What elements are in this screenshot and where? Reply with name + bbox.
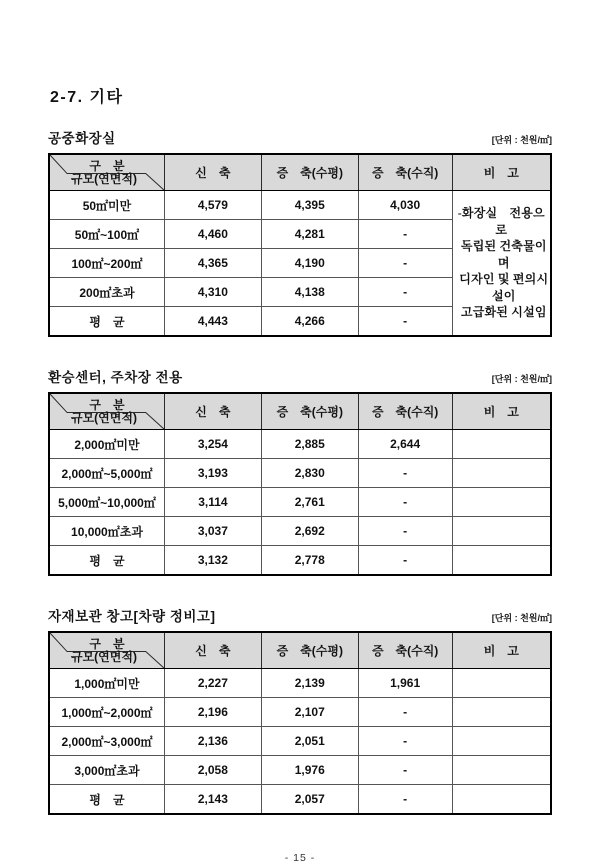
value-ext-vertical: -: [358, 459, 452, 488]
corner-label-top: 구 분: [89, 398, 125, 412]
row-label: 평 균: [49, 785, 164, 815]
value-ext-vertical: -: [358, 546, 452, 576]
remark-cell-empty: [452, 488, 551, 517]
value-ext-vertical: -: [358, 756, 452, 785]
value-ext-horizontal: 2,778: [261, 546, 358, 576]
value-ext-horizontal: 2,830: [261, 459, 358, 488]
corner-label-bottom: 규모(연면적): [71, 650, 137, 664]
row-label: 2,000㎡미만: [49, 430, 164, 459]
value-new: 2,196: [164, 698, 261, 727]
unit-label: [단위 : 천원/㎡]: [491, 135, 552, 145]
value-ext-horizontal: 4,266: [261, 307, 358, 337]
value-ext-vertical: -: [358, 727, 452, 756]
remark-cell-empty: [452, 546, 551, 576]
value-ext-vertical: 4,030: [358, 191, 452, 220]
table-row-average: [49, 785, 551, 815]
value-ext-vertical: -: [358, 220, 452, 249]
value-new: 3,254: [164, 430, 261, 459]
page-number: - 15 -: [284, 852, 316, 864]
value-new: 3,193: [164, 459, 261, 488]
value-ext-vertical: 2,644: [358, 430, 452, 459]
row-label: 평 균: [49, 546, 164, 576]
value-new: 4,460: [164, 220, 261, 249]
corner-header-cell: [49, 393, 164, 430]
remark-line: 독립된 건축물이며: [460, 239, 547, 270]
row-label: 100㎡~200㎡: [49, 249, 164, 278]
unit-label: [단위 : 천원/㎡]: [491, 613, 552, 623]
col-header-ext-horizontal: 증 축(수평): [261, 154, 358, 191]
unit-label: [단위 : 천원/㎡]: [491, 374, 552, 384]
col-header-ext-horizontal: 증 축(수평): [261, 393, 358, 430]
col-header-new: 신 축: [164, 632, 261, 669]
remark-cell-empty: [452, 430, 551, 459]
rate-table-transit-center: [48, 392, 552, 576]
value-new: 4,443: [164, 307, 261, 337]
table-row: [49, 517, 551, 546]
value-ext-vertical: -: [358, 517, 452, 546]
row-label: 1,000㎡~2,000㎡: [49, 698, 164, 727]
value-new: 2,136: [164, 727, 261, 756]
section-head: [48, 127, 552, 147]
value-new: 2,058: [164, 756, 261, 785]
col-header-new: 신 축: [164, 393, 261, 430]
corner-header-cell: [49, 154, 164, 191]
rate-table-public-toilet: [48, 153, 552, 337]
value-ext-horizontal: 2,761: [261, 488, 358, 517]
remark-cell-empty: [452, 669, 551, 698]
col-header-ext-vertical: 증 축(수직): [358, 154, 452, 191]
corner-header-cell: [49, 632, 164, 669]
value-ext-vertical: -: [358, 249, 452, 278]
value-ext-horizontal: 4,281: [261, 220, 358, 249]
value-ext-horizontal: 2,107: [261, 698, 358, 727]
remark-cell-empty: [452, 698, 551, 727]
table-header-row: [49, 393, 551, 430]
remark-cell-empty: [452, 785, 551, 815]
value-new: 4,579: [164, 191, 261, 220]
col-header-ext-vertical: 증 축(수직): [358, 393, 452, 430]
remark-cell-empty: [452, 727, 551, 756]
section-transit-center: [48, 366, 552, 576]
value-ext-vertical: -: [358, 488, 452, 517]
remark-cell-empty: [452, 517, 551, 546]
section-title: 공중화장실: [48, 131, 116, 146]
remark-line: 디자인 및 편의시설이: [459, 272, 549, 303]
corner-label-top: 구 분: [89, 637, 125, 651]
value-ext-vertical: -: [358, 698, 452, 727]
table-header-row: [49, 632, 551, 669]
value-new: 4,310: [164, 278, 261, 307]
remark-cell-empty: [452, 756, 551, 785]
remark-line: 고급화된 시설임: [460, 305, 547, 320]
page-title: 2-7. 기타: [50, 89, 124, 106]
section-public-toilet: [48, 127, 552, 337]
value-ext-vertical: -: [358, 307, 452, 337]
remark-cell: [452, 191, 551, 337]
row-label: 평 균: [49, 307, 164, 337]
corner-label-bottom: 규모(연면적): [71, 411, 137, 425]
value-ext-vertical: 1,961: [358, 669, 452, 698]
row-label: 5,000㎡~10,000㎡: [49, 488, 164, 517]
table-row-average: [49, 546, 551, 576]
remark-line: -화장실 전용으로: [457, 206, 545, 237]
value-new: 3,114: [164, 488, 261, 517]
value-new: 3,132: [164, 546, 261, 576]
section-title: 자재보관 창고[차량 정비고]: [48, 609, 216, 624]
col-header-ext-vertical: 증 축(수직): [358, 632, 452, 669]
table-row: [49, 669, 551, 698]
row-label: 200㎡초과: [49, 278, 164, 307]
row-label: 50㎡미만: [49, 191, 164, 220]
remark-cell-empty: [452, 459, 551, 488]
corner-label-bottom: 규모(연면적): [71, 172, 137, 186]
row-label: 2,000㎡~5,000㎡: [49, 459, 164, 488]
value-ext-horizontal: 2,051: [261, 727, 358, 756]
table-header-row: [49, 154, 551, 191]
row-label: 10,000㎡초과: [49, 517, 164, 546]
section-title: 환승센터, 주차장 전용: [48, 370, 183, 385]
col-header-remark: 비 고: [452, 393, 551, 430]
value-ext-vertical: -: [358, 278, 452, 307]
value-new: 4,365: [164, 249, 261, 278]
value-ext-horizontal: 4,138: [261, 278, 358, 307]
table-row: [49, 756, 551, 785]
row-label: 2,000㎡~3,000㎡: [49, 727, 164, 756]
value-ext-horizontal: 4,190: [261, 249, 358, 278]
col-header-remark: 비 고: [452, 632, 551, 669]
value-new: 2,143: [164, 785, 261, 815]
section-head: [48, 605, 552, 625]
value-ext-vertical: -: [358, 785, 452, 815]
table-row: [49, 488, 551, 517]
value-ext-horizontal: 2,885: [261, 430, 358, 459]
row-label: 50㎡~100㎡: [49, 220, 164, 249]
table-row: [49, 459, 551, 488]
value-new: 3,037: [164, 517, 261, 546]
section-head: [48, 366, 552, 386]
value-ext-horizontal: 4,395: [261, 191, 358, 220]
col-header-ext-horizontal: 증 축(수평): [261, 632, 358, 669]
table-row: [49, 191, 551, 220]
table-row: [49, 430, 551, 459]
value-ext-horizontal: 2,139: [261, 669, 358, 698]
col-header-remark: 비 고: [452, 154, 551, 191]
value-ext-horizontal: 1,976: [261, 756, 358, 785]
rate-table-material-warehouse: [48, 631, 552, 815]
row-label: 3,000㎡초과: [49, 756, 164, 785]
table-row: [49, 698, 551, 727]
corner-label-top: 구 분: [89, 159, 125, 173]
section-material-warehouse: [48, 605, 552, 815]
value-ext-horizontal: 2,057: [261, 785, 358, 815]
value-ext-horizontal: 2,692: [261, 517, 358, 546]
table-row: [49, 727, 551, 756]
col-header-new: 신 축: [164, 154, 261, 191]
value-new: 2,227: [164, 669, 261, 698]
row-label: 1,000㎡미만: [49, 669, 164, 698]
